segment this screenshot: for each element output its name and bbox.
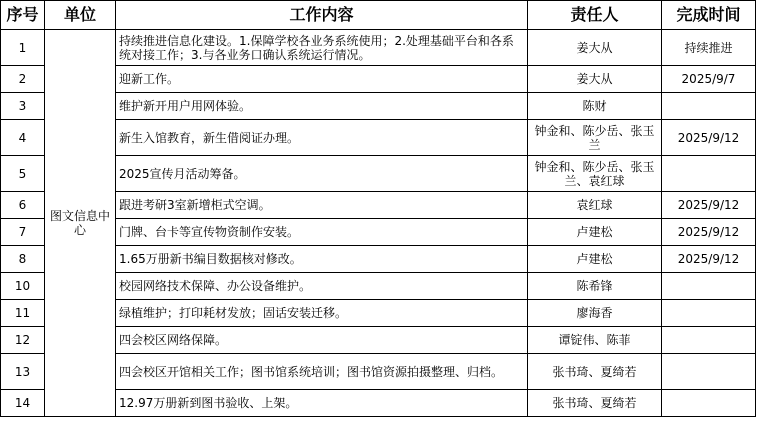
table-row xyxy=(1,30,756,66)
row-owner: 谭锭伟、陈菲 xyxy=(528,327,662,354)
row-owner: 袁红球 xyxy=(528,192,662,219)
row-deadline: 2025/9/12 xyxy=(662,219,756,246)
row-owner: 陈希锋 xyxy=(528,273,662,300)
row-deadline: 持续推进 xyxy=(662,30,756,66)
row-owner: 卢建松 xyxy=(528,246,662,273)
row-owner: 陈财 xyxy=(528,93,662,120)
row-content: 校园网络技术保障、办公设备维护。 xyxy=(116,273,528,300)
row-num: 6 xyxy=(1,192,45,219)
row-content: 四会校区开馆相关工作；图书馆系统培训；图书馆资源拍摄整理、归档。 xyxy=(116,354,528,390)
row-num: 10 xyxy=(1,273,45,300)
row-deadline xyxy=(662,390,756,417)
row-deadline xyxy=(662,273,756,300)
row-deadline xyxy=(662,300,756,327)
row-num: 3 xyxy=(1,93,45,120)
row-deadline: 2025/9/12 xyxy=(662,192,756,219)
row-owner: 钟金和、陈少岳、张玉兰 xyxy=(528,120,662,156)
row-owner: 张书琦、夏绮若 xyxy=(528,354,662,390)
row-deadline xyxy=(662,93,756,120)
row-content: 维护新开用户用网体验。 xyxy=(116,93,528,120)
row-num: 2 xyxy=(1,66,45,93)
row-owner: 廖海香 xyxy=(528,300,662,327)
row-content: 绿植维护；打印耗材发放；固话安装迁移。 xyxy=(116,300,528,327)
row-deadline: 2025/9/12 xyxy=(662,120,756,156)
row-owner: 张书琦、夏绮若 xyxy=(528,390,662,417)
row-content: 持续推进信息化建设。1.保障学校各业务系统使用；2.处理基础平台和各系统对接工作；3.与各业务口确认系统运行情况。 xyxy=(116,30,528,66)
row-deadline: 2025/9/12 xyxy=(662,246,756,273)
row-content: 跟进考研3室新增柜式空调。 xyxy=(116,192,528,219)
row-owner: 姜大从 xyxy=(528,66,662,93)
row-content: 四会校区网络保障。 xyxy=(116,327,528,354)
row-deadline xyxy=(662,156,756,192)
row-num: 12 xyxy=(1,327,45,354)
row-content: 2025宣传月活动筹备。 xyxy=(116,156,528,192)
row-owner: 卢建松 xyxy=(528,219,662,246)
row-num: 1 xyxy=(1,30,45,66)
header-num: 序号 xyxy=(1,1,45,30)
header-deadline: 完成时间 xyxy=(662,1,756,30)
row-content: 12.97万册新到图书验收、上架。 xyxy=(116,390,528,417)
row-num: 14 xyxy=(1,390,45,417)
row-num: 5 xyxy=(1,156,45,192)
header-owner: 责任人 xyxy=(528,1,662,30)
row-owner: 姜大从 xyxy=(528,30,662,66)
header-row xyxy=(1,1,756,30)
header-unit: 单位 xyxy=(45,1,116,30)
row-content: 迎新工作。 xyxy=(116,66,528,93)
row-content: 1.65万册新书编目数据核对修改。 xyxy=(116,246,528,273)
row-num: 13 xyxy=(1,354,45,390)
row-num: 4 xyxy=(1,120,45,156)
row-owner: 钟金和、陈少岳、张玉兰、袁红球 xyxy=(528,156,662,192)
header-content: 工作内容 xyxy=(116,1,528,30)
row-content: 新生入馆教育，新生借阅证办理。 xyxy=(116,120,528,156)
unit-cell: 图文信息中心 xyxy=(45,30,116,417)
row-deadline: 2025/9/7 xyxy=(662,66,756,93)
row-num: 8 xyxy=(1,246,45,273)
row-deadline xyxy=(662,327,756,354)
row-deadline xyxy=(662,354,756,390)
row-content: 门牌、台卡等宣传物资制作安装。 xyxy=(116,219,528,246)
row-num: 11 xyxy=(1,300,45,327)
row-num: 7 xyxy=(1,219,45,246)
